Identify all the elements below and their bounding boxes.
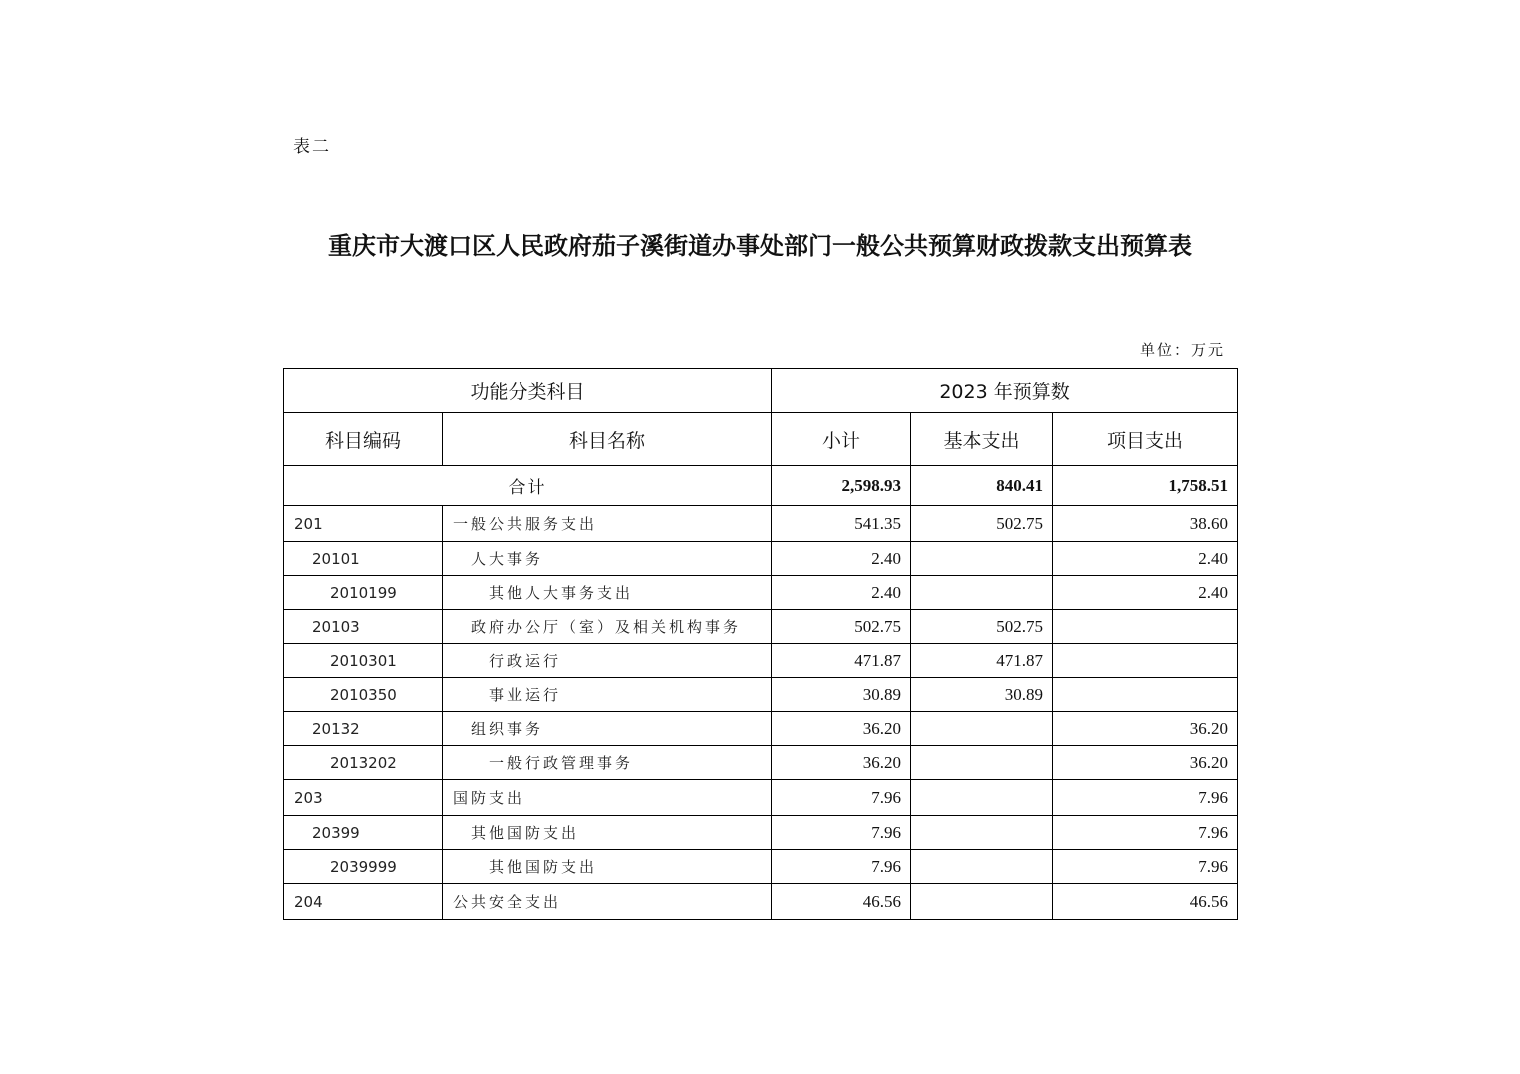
header-row-sub: [284, 413, 1238, 466]
row-name: 国防支出: [443, 780, 772, 816]
row-project: [1053, 644, 1238, 678]
row-subtotal: 502.75: [772, 610, 911, 644]
total-basic: 840.41: [911, 466, 1053, 506]
row-subtotal: 471.87: [772, 644, 911, 678]
row-name: 政府办公厅（室）及相关机构事务: [443, 610, 772, 644]
total-subtotal: 2,598.93: [772, 466, 911, 506]
row-code: 20399: [284, 816, 443, 850]
total-project: 1,758.51: [1053, 466, 1238, 506]
table-row: [284, 780, 1238, 816]
row-basic: [911, 816, 1053, 850]
row-basic: [911, 576, 1053, 610]
header-budget-year: 2023 年预算数: [772, 369, 1238, 413]
row-code: 204: [284, 884, 443, 920]
row-basic: 471.87: [911, 644, 1053, 678]
table-row: [284, 746, 1238, 780]
header-row-top: [284, 369, 1238, 413]
row-project: [1053, 610, 1238, 644]
row-name: 事业运行: [443, 678, 772, 712]
row-subtotal: 46.56: [772, 884, 911, 920]
table-row: [284, 816, 1238, 850]
row-subtotal: 2.40: [772, 576, 911, 610]
row-subtotal: 2.40: [772, 542, 911, 576]
row-project: [1053, 678, 1238, 712]
row-subtotal: 541.35: [772, 506, 911, 542]
row-basic: [911, 542, 1053, 576]
row-basic: [911, 850, 1053, 884]
row-name: 其他人大事务支出: [443, 576, 772, 610]
table-row: [284, 678, 1238, 712]
row-basic: [911, 712, 1053, 746]
row-subtotal: 7.96: [772, 850, 911, 884]
total-row: [284, 466, 1238, 506]
unit-label: 单位：万元: [1139, 341, 1225, 359]
row-name: 行政运行: [443, 644, 772, 678]
row-subtotal: 36.20: [772, 712, 911, 746]
row-code: 201: [284, 506, 443, 542]
row-code: 20101: [284, 542, 443, 576]
table-row: [284, 610, 1238, 644]
row-basic: 502.75: [911, 506, 1053, 542]
row-name: 人大事务: [443, 542, 772, 576]
row-code: 2013202: [284, 746, 443, 780]
header-subtotal: 小计: [772, 413, 911, 466]
table-row: [284, 884, 1238, 920]
row-project: 2.40: [1053, 576, 1238, 610]
table-row: [284, 850, 1238, 884]
row-basic: 502.75: [911, 610, 1053, 644]
header-code: 科目编码: [284, 413, 443, 466]
row-name: 公共安全支出: [443, 884, 772, 920]
row-name: 一般行政管理事务: [443, 746, 772, 780]
document-label: 表二: [293, 137, 331, 157]
row-project: 7.96: [1053, 816, 1238, 850]
total-label: 合计: [284, 466, 772, 506]
row-name: 一般公共服务支出: [443, 506, 772, 542]
row-basic: [911, 884, 1053, 920]
row-subtotal: 7.96: [772, 816, 911, 850]
row-subtotal: 7.96: [772, 780, 911, 816]
row-code: 2010199: [284, 576, 443, 610]
row-code: 2039999: [284, 850, 443, 884]
row-basic: [911, 780, 1053, 816]
row-basic: [911, 746, 1053, 780]
header-project: 项目支出: [1053, 413, 1238, 466]
row-project: 7.96: [1053, 780, 1238, 816]
row-project: 46.56: [1053, 884, 1238, 920]
row-project: 7.96: [1053, 850, 1238, 884]
row-code: 2010350: [284, 678, 443, 712]
table-row: [284, 576, 1238, 610]
document-title: 重庆市大渡口区人民政府茄子溪街道办事处部门一般公共预算财政拨款支出预算表: [328, 231, 1192, 260]
row-subtotal: 30.89: [772, 678, 911, 712]
row-code: 20132: [284, 712, 443, 746]
row-project: 36.20: [1053, 712, 1238, 746]
row-name: 其他国防支出: [443, 850, 772, 884]
row-name: 其他国防支出: [443, 816, 772, 850]
row-project: 2.40: [1053, 542, 1238, 576]
header-basic: 基本支出: [911, 413, 1053, 466]
table-row: [284, 712, 1238, 746]
header-category: 功能分类科目: [284, 369, 772, 413]
row-project: 38.60: [1053, 506, 1238, 542]
budget-table: [283, 368, 1238, 920]
row-project: 36.20: [1053, 746, 1238, 780]
table-row: [284, 644, 1238, 678]
row-code: 203: [284, 780, 443, 816]
row-code: 20103: [284, 610, 443, 644]
row-basic: 30.89: [911, 678, 1053, 712]
row-name: 组织事务: [443, 712, 772, 746]
row-subtotal: 36.20: [772, 746, 911, 780]
table-row: [284, 506, 1238, 542]
row-code: 2010301: [284, 644, 443, 678]
header-name: 科目名称: [443, 413, 772, 466]
table-row: [284, 542, 1238, 576]
